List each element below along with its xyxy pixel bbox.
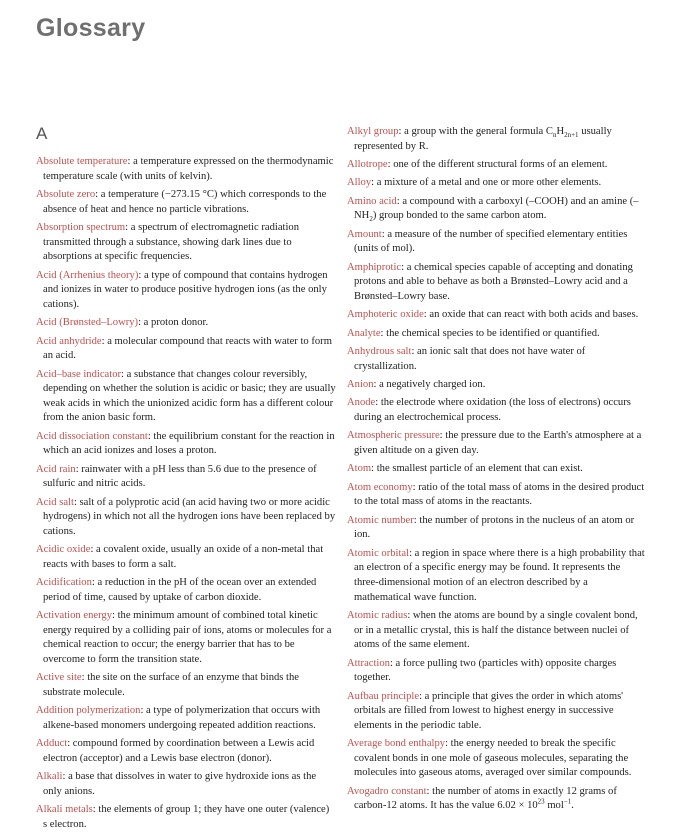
glossary-term: Alkali [36,771,63,783]
glossary-entry [347,228,647,257]
glossary-term: Atom economy [347,481,413,493]
glossary-term: Acid salt [36,496,74,508]
glossary-entry [347,690,647,734]
glossary-term: Amount [347,228,382,240]
glossary-left-column [36,155,336,836]
page-title: Glossary [36,14,146,42]
glossary-definition: : salt of a polyprotic acid (an acid having two or more acidic hydrogens) in which not all the hydrogen ions have been replaced by cations. [43,496,336,537]
glossary-term: Anode [347,397,376,409]
glossary-definition: : a reduction in the pH of the ocean over an extended period of time, caused by uptake of carbon dioxide. [43,577,317,603]
glossary-definition: : a temperature (−273.15 °C) which corresponds to the absence of heat and hence no particle vibrations. [43,188,327,215]
glossary-definition: : the minimum amount of combined total kinetic energy required by a colliding pair of ions, atoms or molecules for a chemical reaction to occur; the energy barrier that has to be overcome to form the transition state. [43,610,332,665]
glossary-term: Atomic orbital [347,547,410,559]
glossary-term: Addition polymerization [36,705,141,717]
glossary-definition: : a mixture of a metal and one or more other elements. [371,177,602,189]
glossary-definition: H [556,126,565,137]
glossary-entry [36,770,336,799]
superscript: 23 [537,797,545,806]
glossary-term: Allotrope [347,158,388,170]
glossary-definition: : the chemical species to be identified or quantified. [380,327,600,339]
glossary-definition: : a base that dissolves in water to give hydroxide ions as the only anions. [43,771,317,797]
glossary-definition: : the elements of group 1; they have one outer (valence) s electron. [43,804,330,830]
section-letter-heading: A [36,124,48,143]
glossary-term: Acidic oxide [36,544,91,556]
glossary-definition: : the site on the surface of an enzyme that binds the substrate molecule. [43,672,300,698]
glossary-definition: : a force pulling two (particles with) opposite charges together. [354,657,617,684]
glossary-entry [36,316,336,331]
glossary-definition: : when the atoms are bound by a single covalent bond, or in a metallic crystal, this is half the distance between nuclei of atoms of the same element. [354,609,638,651]
glossary-definition: : a compound with a carboxyl (–COOH) and an amine (–NH [354,195,639,222]
glossary-definition: : a substance that changes colour reversibly, depending on whether the solution is acidic or basic; they are usually weak acids in which the unionized acidic form has a different colour from the anion basic form. [43,368,336,424]
glossary-entry [347,308,647,323]
glossary-entry [36,335,336,364]
glossary-term: Atomic radius [347,609,408,621]
subscript: 2n+1 [564,131,579,140]
glossary-term: Absorption spectrum [36,221,126,233]
glossary-entry [347,737,647,781]
glossary-entry [347,396,647,425]
glossary-term: Average bond enthalpy [347,738,446,750]
glossary-definition: : the equilibrium constant for the reaction in which an acid ionizes and loses a proton. [43,430,335,457]
glossary-definition: : a spectrum of electromagnetic radiation transmitted through a substance, showing dark lines due to absorptions at specific frequencies. [43,221,299,263]
glossary-entry [347,327,647,342]
glossary-term: Attraction [347,657,390,669]
glossary-term: Alkali metals [36,804,93,816]
glossary-term: Adduct [36,738,68,750]
glossary-definition: : ratio of the total mass of atoms in the desired product to the total mass of atoms in the reactants. [354,481,645,508]
glossary-entry [347,261,647,305]
glossary-term: Avogadro constant [347,785,427,797]
glossary-entry [347,785,647,814]
glossary-definition: : the pressure due to the Earth's atmosphere at a given altitude on a given day. [354,430,642,457]
glossary-definition: : the energy needed to break the specific covalent bonds in one mole of gaseous molecules, separating the molecules into gaseous atoms, averaged over similar compounds. [354,738,632,779]
glossary-definition: : the number of protons in the nucleus of an atom or ion. [354,514,635,541]
glossary-entry [36,155,336,184]
superscript: −1 [563,797,572,806]
glossary-term: Activation energy [36,610,112,622]
glossary-entry [347,125,647,154]
glossary-term: Acidification [36,577,92,589]
glossary-definition: ) group bonded to the same carbon atom. [372,210,547,222]
glossary-term: Atmospheric pressure [347,430,440,442]
glossary-entry [36,737,336,766]
glossary-definition: . [571,800,574,812]
glossary-entry [36,188,336,217]
glossary-entry [36,543,336,572]
glossary-definition: : one of the different structural forms of an element. [387,158,608,170]
glossary-entry [36,496,336,540]
glossary-definition: : an ionic salt that does not have water of crystallization. [354,346,586,372]
glossary-term: Alkyl group [347,126,399,137]
glossary-entry [36,576,336,605]
glossary-definition: : the smallest particle of an element that can exist. [371,463,583,475]
glossary-definition: : a chemical species capable of accepting and donating protons and able to behave as both a Brønsted–Lowry acid and a Brønsted–Lowry base. [354,261,633,302]
glossary-entry [347,514,647,543]
glossary-definition: : a group with the general formula C [398,126,553,137]
glossary-term: Acid (Brønsted–Lowry) [36,317,139,329]
glossary-definition: usually represented by R. [354,126,612,152]
glossary-right-column [347,125,647,818]
glossary-definition: : a principle that gives the order in which atoms' orbitals are filled from lowest to highest energy in successive elements in the periodic table. [354,690,624,731]
glossary-entry [36,368,336,426]
glossary-entry [347,176,647,191]
glossary-term: Absolute temperature [36,156,128,167]
glossary-definition: : a measure of the number of specified elementary entities (units of mol). [354,228,628,255]
glossary-term: Absolute zero [36,188,96,200]
glossary-term: Active site [36,672,82,684]
subscript: 2 [369,215,373,224]
glossary-entry [347,609,647,653]
glossary-definition: : a proton donor. [138,317,209,329]
glossary-term: Analyte [347,327,381,339]
glossary-entry [36,609,336,667]
glossary-entry [347,657,647,686]
glossary-entry [347,462,647,477]
glossary-term: Aufbau principle [347,690,420,702]
glossary-definition: : a type of polymerization that occurs with alkene-based monomers undergoing repeated addition reactions. [43,705,321,731]
subscript: n [552,131,557,140]
glossary-entry [347,378,647,393]
glossary-definition: : the number of atoms in exactly 12 grams of carbon-12 atoms. It has the value 6.02 × 10 [354,785,617,812]
glossary-term: Amphoteric oxide [347,309,424,321]
glossary-definition: : rainwater with a pH less than 5.6 due to the presence of sulfuric and nitric acids. [43,463,317,490]
glossary-term: Atom [347,463,372,475]
glossary-entry [347,547,647,605]
glossary-term: Anion [347,379,374,391]
glossary-definition: : compound formed by coordination between a Lewis acid electron (acceptor) and a Lewis base electron (donor). [43,738,315,764]
glossary-term: Acid (Arrhenius theory) [36,269,139,281]
glossary-entry [36,803,336,832]
glossary-definition: : a temperature expressed on the thermodynamic temperature scale (with units of kelvin). [43,156,334,182]
glossary-term: Acid–base indicator [36,368,122,380]
glossary-entry [347,429,647,458]
glossary-definition: : a molecular compound that reacts with water to form an acid. [43,335,332,362]
glossary-definition: : the electrode where oxidation (the loss of electrons) occurs during an electrochemical process. [354,397,631,424]
glossary-definition: mol [544,800,564,812]
glossary-definition: : a type of compound that contains hydrogen and ionizes in water to produce positive hydrogen ions (as the only cations). [43,269,328,310]
glossary-term: Acid rain [36,463,76,475]
glossary-term: Amino acid [347,195,397,207]
glossary-entry [36,269,336,313]
glossary-entry [347,345,647,374]
glossary-term: Amphiprotic [347,261,402,273]
glossary-entry [36,671,336,700]
glossary-definition: : a region in space where there is a high probability that an electron of a specific energy may be found. It represents the three-dimensional motion of an electron described by a mathematical wave function. [354,547,645,603]
glossary-entry [36,430,336,459]
glossary-definition: : a covalent oxide, usually an oxide of a non-metal that reacts with bases to form a salt. [43,544,324,570]
glossary-entry [36,704,336,733]
glossary-definition: : a negatively charged ion. [373,379,486,391]
glossary-entry [36,221,336,265]
glossary-term: Acid dissociation constant [36,430,148,442]
glossary-term: Alloy [347,177,372,189]
glossary-definition: : an oxide that can react with both acids and bases. [423,309,639,321]
glossary-entry [36,463,336,492]
glossary-term: Anhydrous salt [347,346,412,358]
glossary-term: Acid anhydride [36,335,102,347]
glossary-entry [347,158,647,173]
glossary-entry [347,481,647,510]
glossary-term: Atomic number [347,514,414,526]
glossary-entry [347,195,647,224]
